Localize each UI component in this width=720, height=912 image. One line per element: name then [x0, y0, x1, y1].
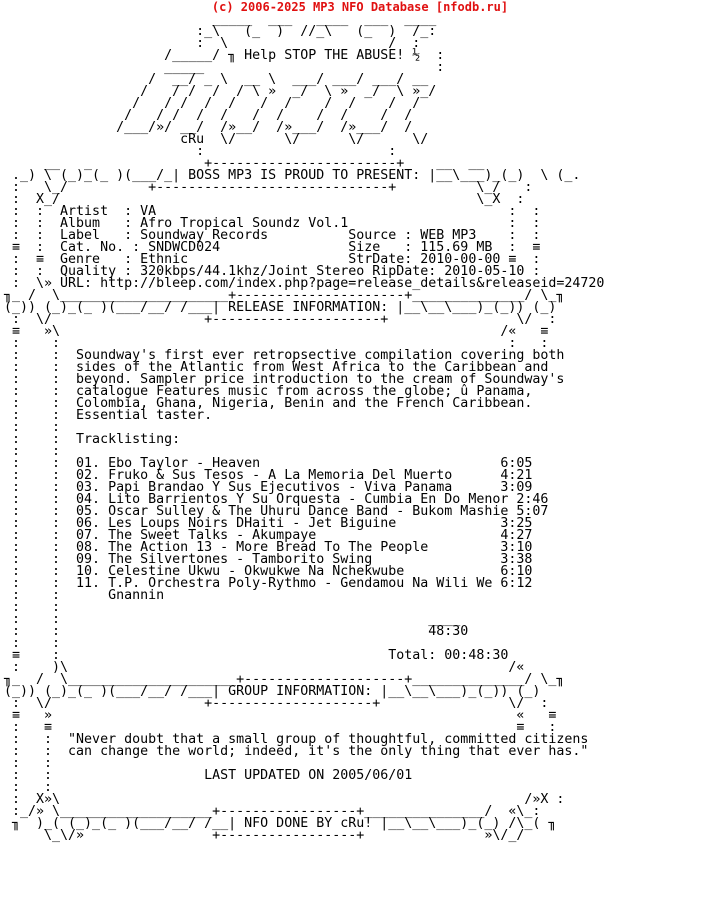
nfo-line: /_____/ ╖ Help STOP THE ABUSE! ½ :: [4, 48, 445, 63]
nfo-line: : \» URL: http://bleep.com/index.php?page=release_details&releaseid=24720: [4, 276, 605, 291]
nfo-line: _____ ___ ____ ___ ____: [4, 12, 437, 27]
nfo-line: : \_/ +-----------------------------+ \_/ :: [4, 180, 533, 195]
nfo-line: : : Soundway's first ever retropsective compilation covering both: [4, 348, 565, 363]
nfo-line: : :: [4, 780, 53, 795]
nfo-line: : : 08. The Action 13 - More Bread To The People 3:10: [4, 540, 533, 555]
nfo-line: : : ____: [4, 612, 461, 627]
nfo-line: : : sides of the Atlantic from West Africa to the Caribbean and: [4, 360, 549, 375]
nfo-line: : : : :: [4, 336, 549, 351]
nfo-line: : : catalogue Features music from across the globe; û Panama,: [4, 384, 533, 399]
nfo-line: / / / / / / / / / / /: [4, 96, 421, 111]
nfo-line: /___/»/ __/ /»__/ /»___/ /»___/ /: [4, 120, 413, 135]
nfo-line: : :: [4, 636, 61, 651]
nfo-line: : : 02. Fruko & Sus Tesos - A La Memoria Del Muerto 4:21: [4, 468, 533, 483]
nfo-line: : :: [4, 756, 53, 771]
nfo-line: : : 06. Les Loups Noirs DHaiti - Jet Biguine 3:25: [4, 516, 533, 531]
nfo-line: : : 11. T.P. Orchestra Poly-Rythmo - Gendamou Na Wili We 6:12: [4, 576, 533, 591]
nfo-line: :_/» \___________________+-----------------+_______________/ «\_:: [4, 804, 541, 819]
nfo-line: : ≡ ≡ :: [4, 720, 557, 735]
nfo-line: \_\/» +-----------------+ »\/_/: [4, 828, 525, 843]
nfo-line: / / / / / \ » _/ \ » _/ \ »_/: [4, 84, 437, 99]
nfo-line: : : Colombia, Ghana, Nigeria, Benin and the French Caribbean.: [4, 396, 533, 411]
nfo-line: : \/ +--------------------+ \/ :: [4, 696, 549, 711]
nfo-line: :_\ (_ ) //_\ (_ ) /_:: [4, 24, 437, 39]
nfo-line: : : 03. Papi Brandao Y Sus Ejecutivos - Viva Panama 3:09: [4, 480, 533, 495]
nfo-line: : : Tracklisting:: [4, 432, 181, 447]
nfo-line: : : 01. Ebo Taylor - Heaven 6:05: [4, 456, 533, 471]
nfo-line: : : Label : Soundway Records Source : WEB MP3 : :: [4, 228, 541, 243]
nfo-line: : X_/ \_X :: [4, 192, 525, 207]
nfo-line: : : "Never doubt that a small group of thoughtful, committed citizens: [4, 732, 589, 747]
nfo-line: / / / / / / / / / / /: [4, 108, 413, 123]
nfo-line: : : beyond. Sampler price introduction to the cream of Soundway's: [4, 372, 565, 387]
nfo-line: (_)) (_)_(_ )(___/__/ /___| RELEASE INFORMATION: |__\__\___)_(_)) (_): [4, 300, 557, 315]
nfo-line: ╖_ / \_____________________+---------------------+______________/ \_╖: [4, 288, 565, 303]
nfo-ascii-art: [4, 14, 604, 842]
nfo-line: (_)) (_)_(_ )(___/__/ /___| GROUP INFORMATION: |__\__\___)_(_)) (_): [4, 684, 541, 699]
nfo-line: : : LAST UPDATED ON 2005/06/01: [4, 768, 413, 783]
nfo-line: : )\ /«: [4, 660, 525, 675]
nfo-line: : :: [4, 444, 61, 459]
nfo-line: _____ :: [4, 60, 445, 75]
nfo-line: ╖_ / \_____________________+--------------------+______________/ \_╖: [4, 672, 565, 687]
nfo-line: : : 09. The Silvertones - Tamborito Swing 3:38: [4, 552, 533, 567]
nfo-line: ≡ : Cat. No. : SNDWCD024 Size : 115.69 MB : ≡: [4, 240, 541, 255]
nfo-line: : :: [4, 144, 397, 159]
nfo-line: : X»\ /»X :: [4, 792, 565, 807]
nfo-line: : :: [4, 600, 61, 615]
nfo-line: : : Essential taster.: [4, 408, 213, 423]
nfo-line: : : 05. Oscar Sulley & The Uhuru Dance Band - Bukom Mashie 5:07: [4, 504, 549, 519]
nfo-line: / __/ _ \ __ \ ___/ ___/ ___/ __: [4, 72, 429, 87]
nfo-line: : : 10. Celestine Ukwu - Okwukwe Na Nchekwube 6:10: [4, 564, 533, 579]
nfo-line: : : can change the world; indeed, it's the only thing that ever has.": [4, 744, 589, 759]
nfo-line: : ≡ Genre : Ethnic StrDate: 2010-00-00 ≡ :: [4, 252, 541, 267]
nfo-line: cRu \/ \/ \/ \/: [4, 132, 429, 147]
nfo-line: : \/ +---------------------+ \/ :: [4, 312, 557, 327]
site-header: (c) 2006-2025 MP3 NFO Database [nfodb.ru]: [211, 0, 509, 14]
nfo-line: ╖ )_( (_)_(_ )(___/__/ /__| NFO DONE BY cRu! |__\__\___)_(_) /\_( ╖: [4, 816, 557, 831]
nfo-line: : : Gnannin: [4, 588, 165, 603]
nfo-line: : : Artist : VA : :: [4, 204, 541, 219]
nfo-line: : :: [4, 420, 61, 435]
nfo-line: ._) \ (_)_(_ )(___/_| BOSS MP3 IS PROUD TO PRESENT: |__\___)_(_) \ (_.: [4, 168, 581, 183]
nfo-line: ≡ »\ /« ≡: [4, 324, 549, 339]
nfo-line: : : 07. The Sweet Talks - Akumpaye 4:27: [4, 528, 533, 543]
nfo-line: : : 48:30: [4, 624, 469, 639]
nfo-line: __ _ +-----------------------+ __ __: [4, 156, 485, 171]
nfo-line: : : Album : Afro Tropical Soundz Vol.1 : :: [4, 216, 541, 231]
nfo-line: : : Quality : 320kbps/44.1khz/Joint Stereo RipDate: 2010-05-10 :: [4, 264, 541, 279]
nfo-line: : \ / :: [4, 36, 421, 51]
nfo-line: ≡ » « ≡: [4, 708, 557, 723]
nfo-line: ≡ : Total: 00:48:30: [4, 648, 509, 663]
nfo-line: : : 04. Lito Barrientos Y Su Orquesta - Cumbia En Do Menor 2:46: [4, 492, 549, 507]
